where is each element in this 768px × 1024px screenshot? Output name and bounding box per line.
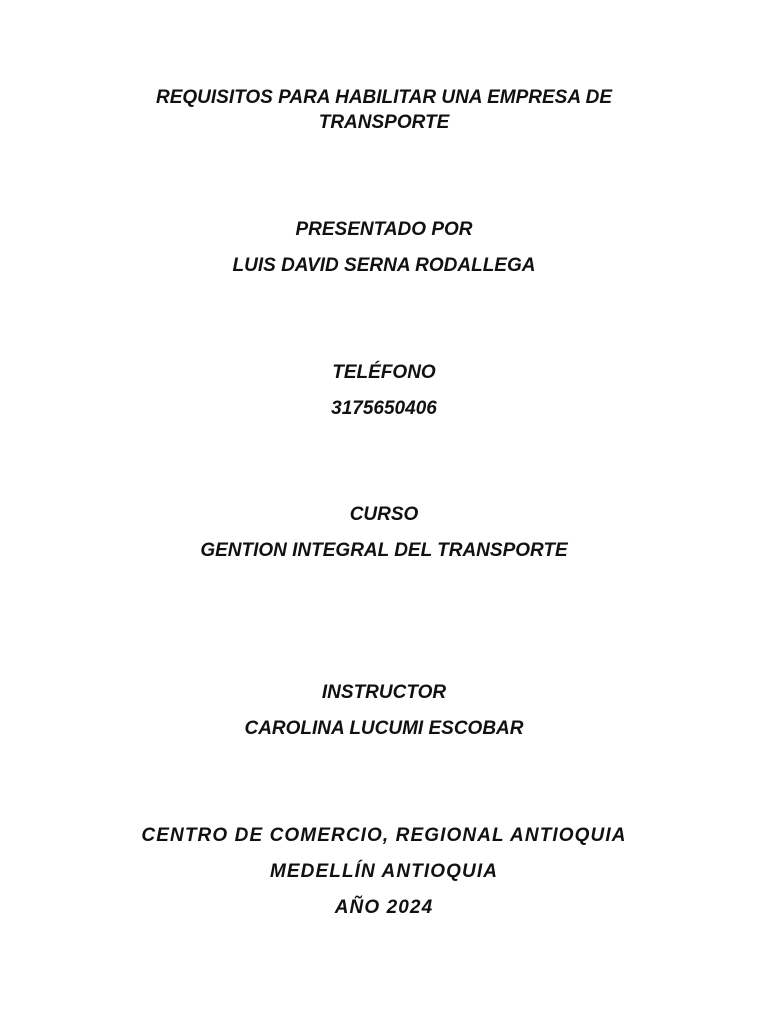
document-year: AÑO 2024	[334, 897, 434, 918]
institution-center: CENTRO DE COMERCIO, REGIONAL ANTIOQUIA	[141, 825, 627, 846]
title-line-1: REQUISITOS PARA HABILITAR UNA EMPRESA DE	[155, 87, 613, 108]
title-line-2: TRANSPORTE	[318, 112, 450, 133]
institution-city: MEDELLÍN ANTIOQUIA	[269, 861, 499, 882]
instructor-label: INSTRUCTOR	[321, 682, 447, 703]
presented-by-label: PRESENTADO POR	[295, 219, 473, 240]
course-name: GENTION INTEGRAL DEL TRANSPORTE	[200, 540, 568, 561]
author-name: LUIS DAVID SERNA RODALLEGA	[232, 255, 536, 276]
phone-number: 3175650406	[331, 398, 437, 419]
phone-label: TELÉFONO	[332, 362, 436, 383]
instructor-name: CAROLINA LUCUMI ESCOBAR	[244, 718, 524, 739]
course-label: CURSO	[349, 504, 419, 525]
